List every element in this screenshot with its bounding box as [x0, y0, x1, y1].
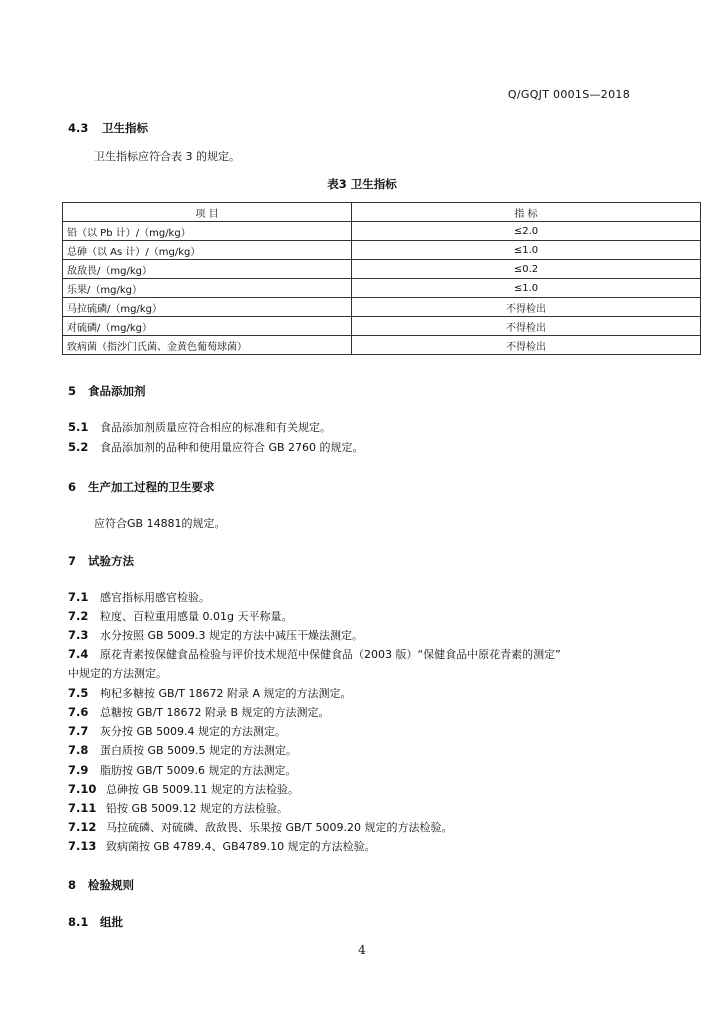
clause-text: 总砷按 GB 5009.11 规定的方法检验。: [106, 783, 300, 796]
table-cell-item: 敌敌畏/（mg/kg）: [63, 260, 352, 279]
section-title: 试验方法: [88, 554, 134, 568]
clause-number: 7.1: [68, 590, 89, 604]
section-title: 卫生指标: [102, 121, 148, 135]
clause-5-1: [68, 419, 331, 435]
table-cell-value: ≤2.0: [352, 222, 701, 241]
clause-number: 5.1: [68, 420, 89, 434]
clause-7-13: [68, 838, 376, 854]
section-number: 8: [68, 878, 77, 892]
clause-7-4: [68, 646, 561, 662]
clause-7-6: [68, 704, 330, 720]
clause-text: 总糖按 GB/T 18672 附录 B 规定的方法测定。: [100, 706, 330, 719]
table-cell-value: 不得检出: [352, 336, 701, 355]
table-row: [63, 279, 701, 298]
section-8-1-heading: [68, 914, 123, 930]
section-title: 食品添加剂: [88, 384, 146, 398]
clause-text: 灰分按 GB 5009.4 规定的方法测定。: [100, 725, 287, 738]
clause-number: 7.4: [68, 647, 89, 661]
table-row: [63, 317, 701, 336]
clause-number: 7.9: [68, 763, 89, 777]
section-number: 6: [68, 480, 77, 494]
section-4-3-heading: [68, 120, 148, 136]
table-row: [63, 260, 701, 279]
table-cell-item: 铅（以 Pb 计）/（mg/kg）: [63, 222, 352, 241]
section-4-3-paragraph: 卫生指标应符合表 3 的规定。: [94, 150, 240, 163]
clause-text: 铅按 GB 5009.12 规定的方法检验。: [106, 802, 289, 815]
clause-text: 感官指标用感官检验。: [100, 591, 210, 604]
clause-7-2: [68, 608, 292, 624]
section-number: 5: [68, 384, 77, 398]
table-cell-item: 致病菌（指沙门氏菌、金黄色葡萄球菌）: [63, 336, 352, 355]
clause-number: 7.11: [68, 801, 97, 815]
clause-number: 7.13: [68, 839, 97, 853]
clause-number: 7.6: [68, 705, 89, 719]
table-cell-item: 马拉硫磷/（mg/kg）: [63, 298, 352, 317]
table-header-value: 指 标: [352, 203, 701, 222]
table-caption: 表3 卫生指标: [327, 177, 397, 191]
clause-7-4-continuation: 中规定的方法测定。: [68, 667, 167, 680]
section-number: 8.1: [68, 915, 89, 929]
page-number: 4: [358, 943, 366, 957]
table-cell-value: ≤1.0: [352, 241, 701, 260]
clause-number: 7.7: [68, 724, 89, 738]
clause-text: 水分按照 GB 5009.3 规定的方法中减压干燥法测定。: [100, 629, 364, 642]
section-8-heading: [68, 877, 134, 893]
clause-text: 原花青素按保健食品检验与评价技术规范中保健食品（2003 版）“保健食品中原花青素的测定”: [100, 648, 561, 661]
section-title: 组批: [100, 915, 123, 929]
table-cell-value: 不得检出: [352, 298, 701, 317]
section-5-heading: [68, 383, 146, 399]
clause-number: 7.5: [68, 686, 89, 700]
section-number: 7: [68, 554, 77, 568]
clause-7-9: [68, 762, 296, 778]
table-cell-item: 对硫磷/（mg/kg）: [63, 317, 352, 336]
clause-7-12: [68, 819, 452, 835]
clause-number: 5.2: [68, 440, 89, 454]
table-header-item: 项 目: [63, 203, 352, 222]
clause-text: 食品添加剂的品种和使用量应符合 GB 2760 的规定。: [100, 441, 364, 454]
section-6-heading: [68, 479, 215, 495]
table-cell-item: 总砷（以 As 计）/（mg/kg）: [63, 241, 352, 260]
table-cell-value: 不得检出: [352, 317, 701, 336]
table-row: [63, 241, 701, 260]
clause-text: 致病菌按 GB 4789.4、GB4789.10 规定的方法检验。: [106, 840, 376, 853]
table-cell-value: ≤1.0: [352, 279, 701, 298]
table-row: [63, 336, 701, 355]
clause-7-7: [68, 723, 286, 739]
clause-text: 粒度、百粒重用感量 0.01g 天平称量。: [100, 610, 293, 623]
clause-text: 蛋白质按 GB 5009.5 规定的方法测定。: [100, 744, 298, 757]
clause-text: 食品添加剂质量应符合相应的标准和有关规定。: [100, 421, 331, 434]
section-number: 4.3: [68, 121, 89, 135]
clause-number: 7.8: [68, 743, 89, 757]
clause-7-5: [68, 685, 352, 701]
table-cell-item: 乐果/（mg/kg）: [63, 279, 352, 298]
table-cell-value: ≤0.2: [352, 260, 701, 279]
section-6-paragraph: 应符合GB 14881的规定。: [94, 517, 226, 530]
clause-text: 马拉硫磷、对硫磷、敌敌畏、乐果按 GB/T 5009.20 规定的方法检验。: [106, 821, 453, 834]
hygiene-indicator-table: [62, 202, 701, 355]
clause-7-1: [68, 589, 210, 605]
table-row: [63, 298, 701, 317]
clause-number: 7.3: [68, 628, 89, 642]
table-header-row: [63, 203, 701, 222]
clause-7-8: [68, 742, 297, 758]
section-title: 检验规则: [88, 878, 134, 892]
clause-text: 脂肪按 GB/T 5009.6 规定的方法测定。: [100, 764, 297, 777]
clause-number: 7.12: [68, 820, 97, 834]
clause-number: 7.2: [68, 609, 89, 623]
section-title: 生产加工过程的卫生要求: [88, 480, 215, 494]
section-7-heading: [68, 553, 134, 569]
clause-text: 枸杞多糖按 GB/T 18672 附录 A 规定的方法测定。: [100, 687, 352, 700]
clause-number: 7.10: [68, 782, 97, 796]
table-row: [63, 222, 701, 241]
clause-5-2: [68, 439, 364, 455]
clause-7-3: [68, 627, 363, 643]
clause-7-11: [68, 800, 288, 816]
document-code: Q/GQJT 0001S—2018: [507, 88, 630, 101]
clause-7-10: [68, 781, 299, 797]
